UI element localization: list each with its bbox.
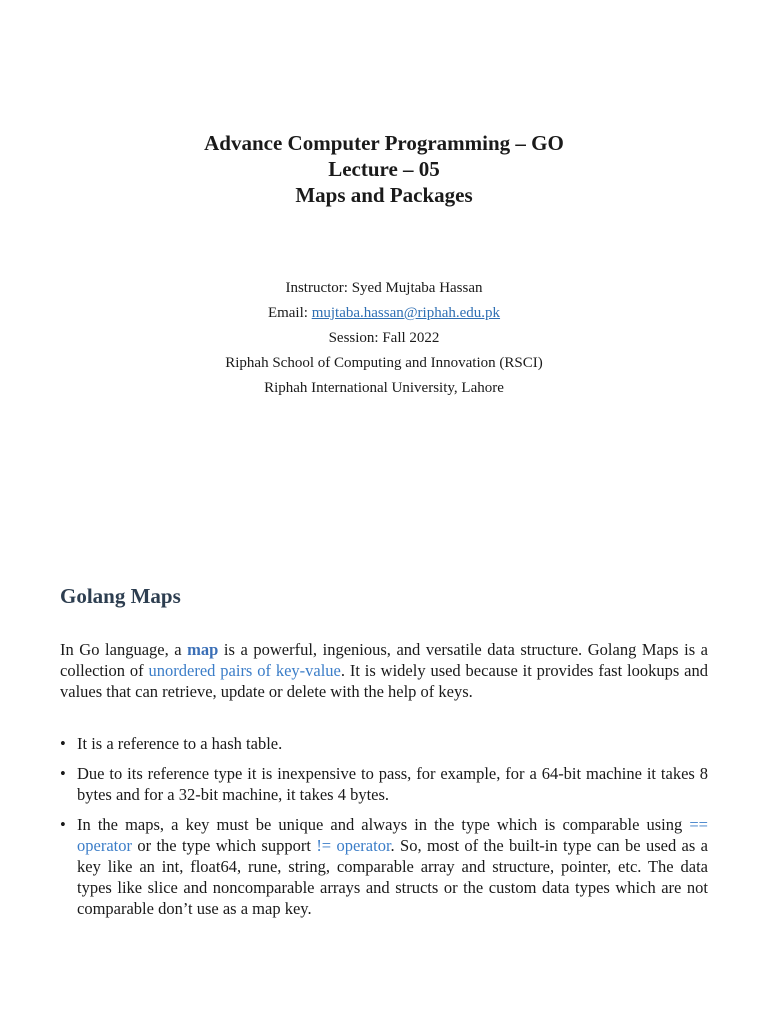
document-title — [0, 130, 768, 208]
section-heading: Golang Maps — [60, 584, 181, 608]
university-line: Riphah International University, Lahore — [264, 380, 504, 396]
intro-text: . It is widely used because it provides fast lookups and values that can retrieve, update or delete with the help of keys. — [60, 661, 708, 701]
list-item — [60, 733, 708, 754]
bullet-icon: • — [60, 815, 66, 834]
list-item — [60, 814, 708, 919]
highlight-equality-operator: == operator — [77, 815, 708, 855]
bullet-list — [60, 733, 708, 928]
list-item-text: or the type which support — [131, 836, 317, 855]
email-line — [0, 301, 768, 326]
highlight-inequality-operator: != operator — [316, 836, 391, 855]
email-label: Email: — [267, 305, 312, 321]
intro-text: In Go language, a — [60, 640, 188, 659]
intro-paragraph — [60, 639, 708, 702]
school-line: Riphah School of Computing and Innovation (RSCI) — [225, 355, 543, 371]
keyword-map: map — [187, 640, 219, 659]
highlight-key-value: unordered pairs of key-value — [148, 661, 341, 680]
list-item-text: In the maps, a key must be unique and always in the type which is comparable using — [77, 815, 690, 834]
email-link[interactable]: mujtaba.hassan@riphah.edu.pk — [311, 305, 501, 321]
intro-text: is a powerful, ingenious, and versatile data structure. Golang Maps is a collection of — [60, 640, 708, 680]
list-item-text: . So, most of the built-in type can be used as a key like an int, float64, rune, string, comparable array and structure, pointer, etc. The data types like slice and noncomparable arrays and structs or the custom data types which are not comparable don’t use as a map key. — [77, 836, 708, 918]
list-item — [60, 763, 708, 805]
instructor-line: Instructor: Syed Mujtaba Hassan — [285, 280, 483, 296]
bullet-icon: • — [60, 764, 66, 783]
course-title: Advance Computer Programming – GO — [204, 131, 564, 155]
list-item-text: It is a reference to a hash table. — [77, 734, 283, 753]
session-line: Session: Fall 2022 — [328, 330, 440, 346]
list-item-text: Due to its reference type it is inexpensive to pass, for example, for a 64-bit machine it takes 8 bytes and for a 32-bit machine, it takes 4 bytes. — [77, 764, 708, 804]
lecture-number: Lecture – 05 — [328, 157, 440, 181]
lecture-topic: Maps and Packages — [295, 183, 473, 207]
bullet-icon: • — [60, 734, 66, 753]
course-info — [0, 276, 768, 401]
